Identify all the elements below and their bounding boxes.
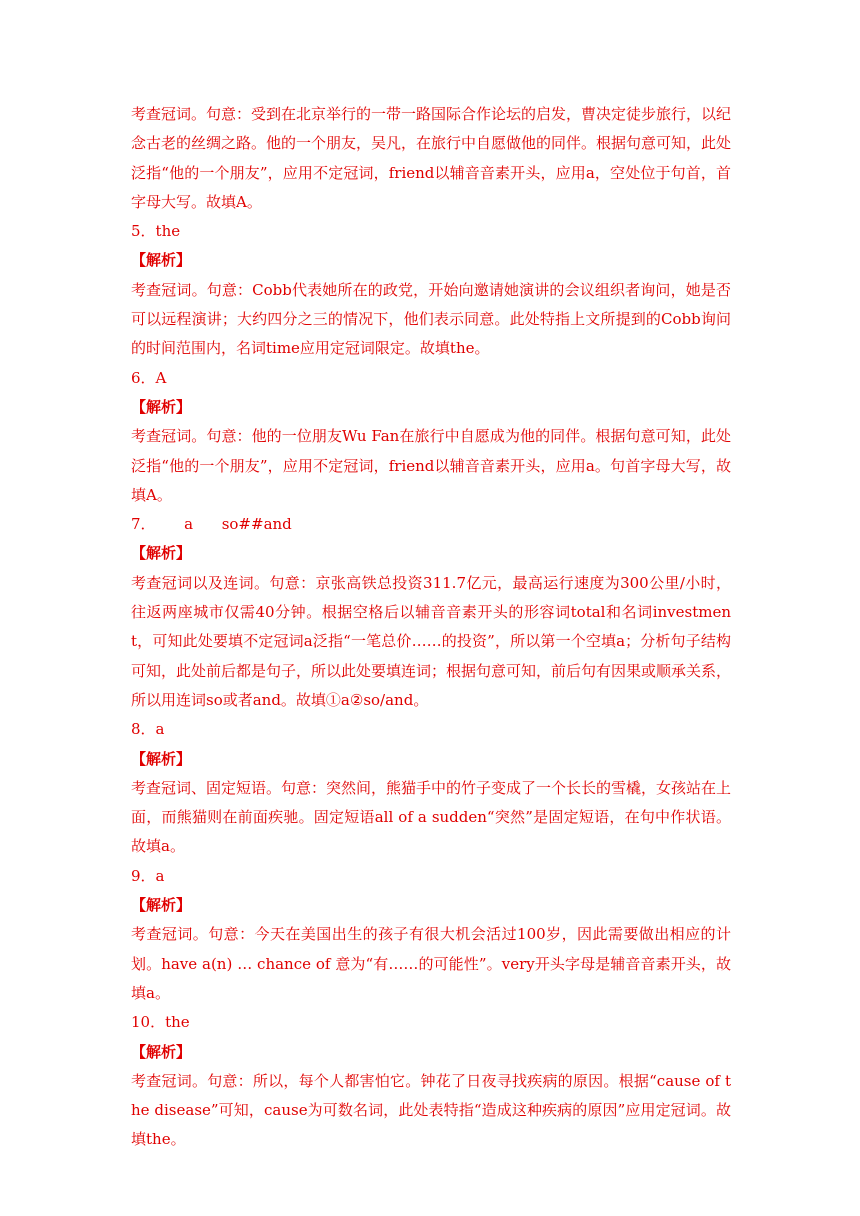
explanation-text: 考查冠词、固定短语。句意：突然间，熊猫手中的竹子变成了一个长长的雪橇，女孩站在上面，而熊猫则在前面疾驰。固定短语all of a sudden“突然”是固定短语，在句中作状语。故填a。 <box>131 778 732 856</box>
explanation-text: 考查冠词。句意：今天在美国出生的孩子有很大机会活过100岁，因此需要做出相应的计划。have a(n) … chance of 意为“有……的可能性”。very开头字母是辅音音素开头，故填a。 <box>131 925 731 1002</box>
explanation-block <box>131 217 731 363</box>
answer-line: 6．A <box>131 368 167 387</box>
analysis-tag: 【解析】 <box>131 251 192 270</box>
explanation-block <box>131 1008 731 1154</box>
answer-line: 8．a <box>131 720 165 739</box>
explanation-block <box>131 100 731 217</box>
explanation-text: 考查冠词。句意：Cobb代表她所在的政党，开始向邀请她演讲的会议组织者询问，她是否可以远程演讲；大约四分之三的情况下，他们表示同意。此处特指上文所提到的Cobb询问的时间范围内，名词time应用定冠词限定。故填the。 <box>131 280 731 358</box>
explanation-text: 考查冠词。句意：所以，每个人都害怕它。钟花了日夜寻找疾病的原因。根据“cause of the disease”可知，cause为可数名词，此处表特指“造成这种疾病的原因”应用定冠词。故填the。 <box>131 1071 731 1149</box>
answer-line: 7． a so##and <box>131 515 292 534</box>
answer-line: 10．the <box>131 1013 190 1032</box>
analysis-tag: 【解析】 <box>131 896 192 915</box>
analysis-tag: 【解析】 <box>131 544 192 563</box>
analysis-tag: 【解析】 <box>131 749 192 768</box>
answer-line: 9．a <box>131 866 165 885</box>
explanation-block <box>131 715 731 861</box>
explanation-block <box>131 510 731 715</box>
explanation-text: 考查冠词以及连词。句意：京张高铁总投资311.7亿元，最高运行速度为300公里/小时，往返两座城市仅需40分钟。根据空格后以辅音音素开头的形容词total和名词investment，可知此处要填不定冠词a泛指“一笔总价……的投资”，所以第一个空填a；分析句子结构可知，此处前后都是句子，所以此处要填连词；根据句意可知，前后句有因果或顺承关系，所以用连词so或者and。故填①a②so/and。 <box>131 573 732 709</box>
analysis-tag: 【解析】 <box>131 1042 192 1061</box>
explanation-block <box>131 364 731 510</box>
answer-explanations <box>131 100 731 1155</box>
explanation-block <box>131 862 731 1008</box>
explanation-text: 考查冠词。句意：受到在北京举行的一带一路国际合作论坛的启发，曹决定徒步旅行，以纪念古老的丝绸之路。他的一个朋友，吴凡，在旅行中自愿做他的同伴。根据句意可知，此处泛指“他的一个朋友”，应用不定冠词，friend以辅音音素开头，应用a，空处位于句首，首字母大写。故填A。 <box>131 105 732 211</box>
analysis-tag: 【解析】 <box>131 397 192 416</box>
explanation-text: 考查冠词。句意：他的一位朋友Wu Fan在旅行中自愿成为他的同伴。根据句意可知，此处泛指“他的一个朋友”，应用不定冠词，friend以辅音音素开头，应用a。句首字母大写，故填A。 <box>131 427 731 504</box>
answer-line: 5．the <box>131 222 181 241</box>
